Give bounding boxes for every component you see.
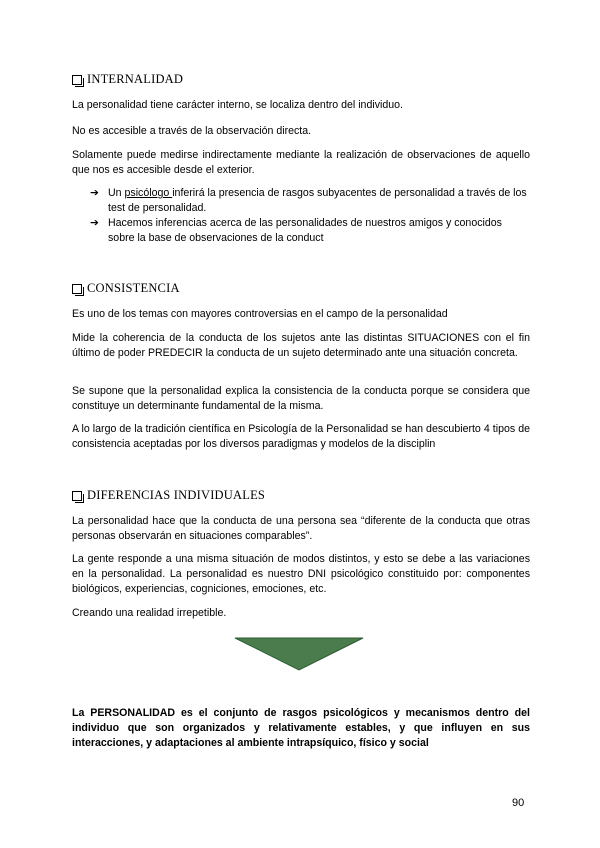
list-item-text: Hacemos inferencias acerca de las personalidades de nuestros amigos y conocidos sobre la base de observaciones de la conduct [108, 217, 502, 244]
paragraph: Se supone que la personalidad explica la consistencia de la conducta porque se considera que constituye un determinante fundamental de la misma. [72, 385, 530, 412]
list-item-text: Un [108, 187, 125, 199]
paragraph: Es uno de los temas con mayores controversias en el campo de la personalidad [72, 308, 448, 320]
bullet-list [90, 186, 530, 246]
section-heading-diferencias-individuales [72, 488, 265, 503]
paragraph: La gente responde a una misma situación de modos distintos, y esto se debe a las variaciones en la personalidad. La personalidad es nuestro DNI psicológico constituido por: componentes biológicos, experiencias, cogniciones, emociones, etc. [72, 553, 530, 595]
section-title: DIFERENCIAS INDIVIDUALES [87, 488, 266, 502]
personality-definition: La PERSONALIDAD es el conjunto de rasgos psicológicos y mecanismos dentro del individuo que son organizados y relativamente estables, y que influyen en sus interacciones, y adaptaciones al ambiente intrapsíquico, físico y social [72, 707, 530, 749]
paragraph: La personalidad tiene carácter interno, se localiza dentro del individuo. [72, 99, 403, 111]
down-arrow-icon [233, 636, 365, 672]
paragraph: La personalidad hace que la conducta de una persona sea “diferente de la conducta que otras personas observarán en situaciones comparables”. [72, 515, 530, 542]
psicologo-link[interactable]: psicólogo [124, 187, 173, 199]
paragraph: Solamente puede medirse indirectamente mediante la realización de observaciones de aquello que nos es accesible desde el exterior. [72, 149, 530, 176]
section-heading-internalidad [72, 72, 183, 87]
arrow-right-icon: ➔ [90, 187, 99, 199]
section-title: INTERNALIDAD [87, 72, 184, 86]
paragraph: A lo largo de la tradición científica en Psicología de la Personalidad se han descubierto 4 tipos de consistencia aceptadas por los diversos paradigmas y modelos de la disciplin [72, 423, 530, 450]
arrow-right-icon: ➔ [90, 217, 99, 229]
list-item [90, 216, 530, 246]
section-title: CONSISTENCIA [87, 281, 180, 295]
checkbox-bullet-icon [72, 284, 82, 294]
paragraph: Mide la coherencia de la conducta de los sujetos ante las distintas SITUACIONES con el fin último de poder PREDECIR la conducta de un sujeto determinado ante una situación concreta. [72, 332, 530, 359]
page-number: 90 [512, 797, 525, 809]
list-item [90, 186, 530, 216]
paragraph: No es accesible a través de la observación directa. [72, 125, 312, 137]
checkbox-bullet-icon [72, 75, 82, 85]
paragraph: Creando una realidad irrepetible. [72, 607, 227, 619]
checkbox-bullet-icon [72, 491, 82, 501]
section-heading-consistencia [72, 281, 180, 296]
list-item-text: inferirá la presencia de rasgos subyacentes de personalidad a través de los test de personalidad. [108, 187, 527, 214]
